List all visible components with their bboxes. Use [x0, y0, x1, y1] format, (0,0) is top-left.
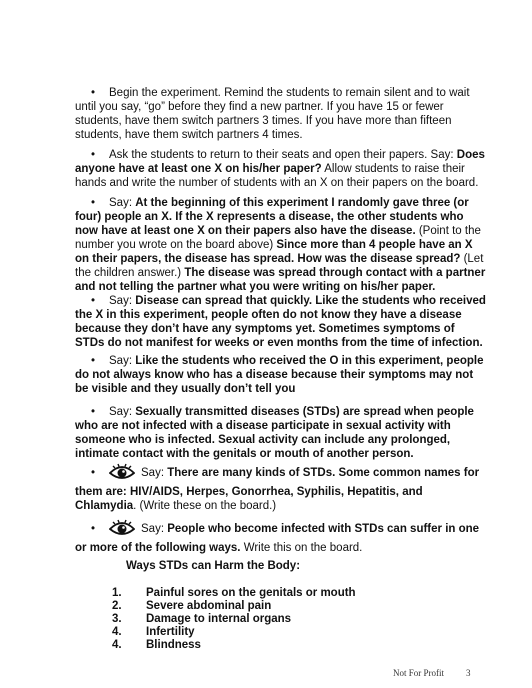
list-item: 3. Damage to internal organs — [112, 613, 292, 625]
bullet: • — [91, 149, 96, 161]
footer-label: Not For Profit — [393, 668, 445, 678]
paragraph-beginning-experiment: • Say: At the beginning of this experiment I randomly gave three (or four) people an X. If the X represents a disease, the other students who now have at least one X on their papers also have the disease. (Point to the number you wrote on the board above) Since more than 4 people have an X on their papers, the disease has spread. How was the disease spread? (Let the children answer.) The disease was spread through contact with a partner and not telling the partner what you were writing on his/her paper. — [75, 197, 486, 293]
paragraph-received-o: • Say: Like the students who received the O in this experiment, people do not always know who has a disease because their symptoms may not be visible and they usually don’t tell you — [75, 355, 484, 395]
bullet: • — [91, 467, 96, 479]
paragraph-ask-students: • Ask the students to return to their seats and open their papers. Say: Does anyone have at least one X on his/her paper? Allow students to raise their hands and write the number of students with an X on their papers on the board. — [75, 149, 485, 189]
list-item: 4. Blindness — [112, 639, 201, 651]
eye-icon — [109, 519, 135, 541]
paragraph-stds-spread: • Say: Sexually transmitted diseases (STDs) are spread when people who are not infected with a disease participate in sexual activity with someone who is infected. Sexual activity can include any prolonged, intimate contact with the genitals or mouth of another person. — [75, 406, 474, 460]
bullet: • — [91, 87, 96, 99]
list-item: 2. Severe abdominal pain — [112, 600, 272, 612]
list-item: 1. Painful sores on the genitals or mouth — [112, 587, 356, 599]
bullet: • — [91, 523, 96, 535]
bullet: • — [91, 406, 96, 418]
bullet: • — [91, 295, 96, 307]
paragraph-harm-ways: • Say: People who become infected with STDs can suffer in one or more of the following ways. Write this on the board. — [75, 519, 487, 555]
paragraph-disease-spread: • Say: Disease can spread that quickly. Like the students who received the X in this experiment, people often do not know they have a disease because they don’t have any symptoms yet. Sometimes symptoms of STDs do not manifest for weeks or even months from the time of infection. — [75, 295, 486, 349]
bullet: • — [91, 197, 96, 209]
ways-list-title: Ways STDs can Harm the Body: — [126, 560, 301, 572]
page-number: 3 — [466, 668, 471, 678]
paragraph-kinds-of-stds: • Say: There are many kinds of STDs. Some common names for them are: HIV/AIDS, Herpes, Gonorrhea, Syphilis, Hepatitis, and Chlamydia. (Write these on the board.) — [75, 463, 487, 513]
eye-icon — [109, 463, 135, 485]
list-item: 4. Infertility — [112, 626, 195, 638]
page-footer — [393, 666, 471, 680]
paragraph-begin-experiment: • Begin the experiment. Remind the students to remain silent and to wait until you say, “go” before they find a new partner. If you have 15 or fewer students, have them switch partners 3 times. If you have more than fifteen students, have them switch partners 4 times. — [75, 87, 470, 141]
bullet: • — [91, 355, 96, 367]
harm-list — [112, 586, 432, 651]
